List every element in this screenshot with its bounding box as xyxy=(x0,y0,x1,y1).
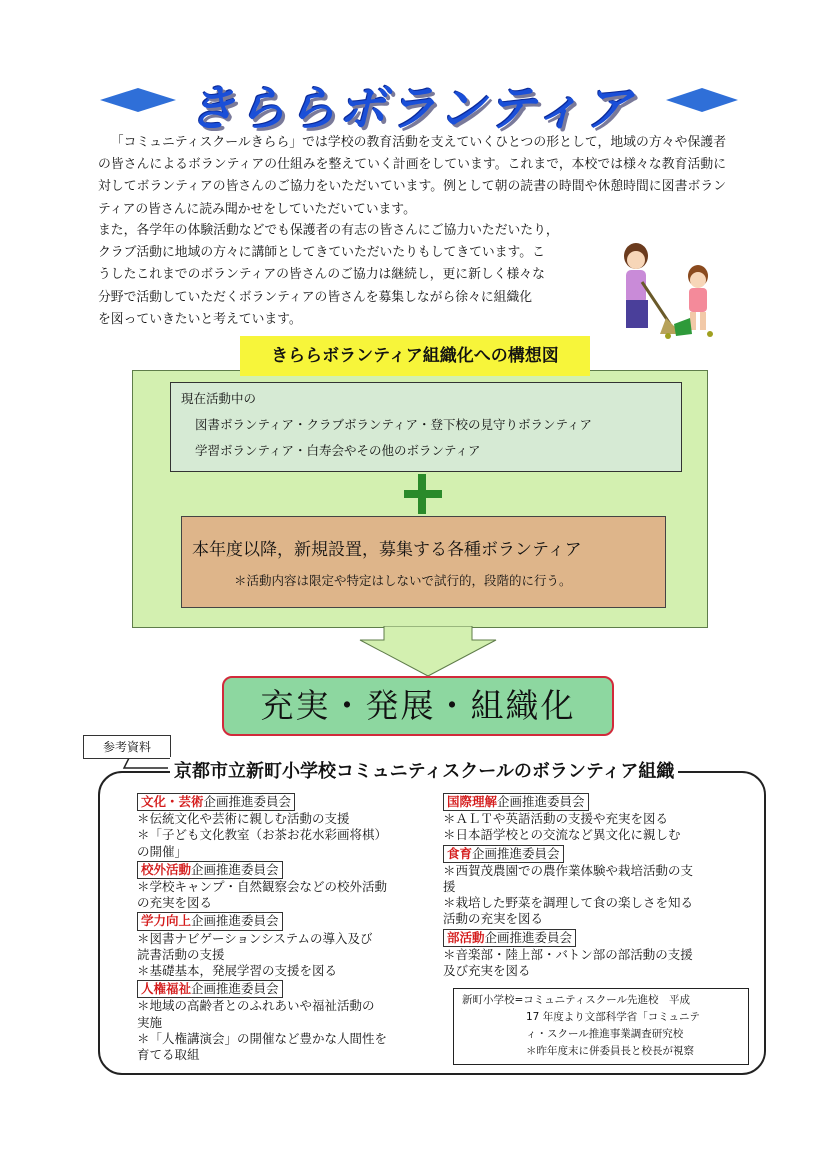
committee: 国際理解企画推進委員会 ＊ＡＬＴや英語活動の支援や充実を図る ＊日本語学校との交流など異文化に親しむ xyxy=(443,794,681,843)
current-line-1: 図書ボランティア・クラブボランティア・登下校の見守りボランティア xyxy=(195,417,593,432)
left-diamond-icon xyxy=(100,88,138,112)
result-box: 充実・発展・組織化 xyxy=(222,676,614,736)
right-diamond-icon-b xyxy=(702,88,738,112)
intro-continued xyxy=(98,220,608,331)
left-committees xyxy=(137,792,437,1063)
current-heading: 現在活動中の xyxy=(181,391,257,406)
committee-heading: 校外活動企画推進委員会 xyxy=(137,861,283,879)
volunteers-illustration xyxy=(612,238,732,342)
committee: 食育企画推進委員会 ＊西賀茂農園での農作業体験や栽培活動の支 援 ＊栽培した野菜を調理して食の楽しさを知る 活動の充実を図る xyxy=(443,845,694,927)
current-line-2: 学習ボランティア・白寿会やその他のボランティア xyxy=(195,443,481,458)
plan-label: きららボランティア組織化への構想図 xyxy=(240,336,590,376)
intro-line: を図っていきたいと考えています。 xyxy=(98,311,302,327)
new-title: 本年度以降，新規設置，募集する各種ボランティア xyxy=(192,540,582,560)
committee: 文化・芸術企画推進委員会 ＊伝統文化や芸術に親しむ活動の支援 ＊「子ども文化教室（お茶お花水彩画将棋） の開催」 xyxy=(137,794,388,859)
current-volunteers-box xyxy=(170,382,682,472)
new-volunteers-box xyxy=(181,516,666,608)
intro-line: 分野で活動していただくボランティアの皆さんを募集しながら徐々に組織化 xyxy=(98,289,533,305)
right-committees xyxy=(443,792,748,979)
down-arrow-icon xyxy=(358,626,498,678)
committee-heading: 学力向上企画推進委員会 xyxy=(137,912,283,930)
intro-line: うしたこれまでのボランティアの皆さんのご協力は継続し，更に新しく様々な xyxy=(98,267,545,283)
reference-tab: 参考資料 xyxy=(83,735,171,759)
page-title: きららボランティア xyxy=(188,81,635,137)
committee: 人権福祉企画推進委員会 ＊地域の高齢者とのふれあいや福祉活動の 実施 ＊「人権講演会」の開催など豊かな人間性を 育てる取組 xyxy=(137,981,388,1063)
committee-heading: 部活動企画推進委員会 xyxy=(443,929,576,947)
intro-line: また，各学年の体験活動などでも保護者の有志の皆さんにご協力いただいたり， xyxy=(98,223,559,238)
committee: 学力向上企画推進委員会 ＊図書ナビゲーションシステムの導入及び 読書活動の支援 ＊基礎基本，発展学習の支援を図る xyxy=(137,913,373,979)
organization-title: 京都市立新町小学校コミュニティスクールのボランティア組織 xyxy=(170,757,678,783)
committee: 部活動企画推進委員会 ＊音楽部・陸上部・バトン部の部活動の支援 及び充実を図る xyxy=(443,929,693,979)
committee-heading: 国際理解企画推進委員会 xyxy=(443,793,589,811)
intro-para1: 「コミュニティスクールきらら」では学校の教育活動を支えていくひとつの形として，地域の方々や保護者の皆さんによるボランティアの仕組みを整えていく計画をしています。これまで，本校では様々な教育活動に対してボランティアの皆さんのご協力をいただいています。例として朝の読書の時間や休憩時間に図書ボランティアの皆さんに読み聞かせをしていただいています。 xyxy=(98,135,726,217)
intro-line: クラブ活動に地域の方々に講師としてきていただいたりもしてきています。こ xyxy=(98,245,545,261)
advanced-school-note: 新町小学校=コミュニティスクール先進校 平成 17 年度より文部科学省「コミュニテ ィ・スクール推進事業調査研究校 ＊昨年度末に併委員長と校長が視察 xyxy=(453,988,749,1065)
left-diamond-icon-b xyxy=(138,88,176,112)
committee-heading: 文化・芸術企画推進委員会 xyxy=(137,793,295,811)
right-diamond-icon xyxy=(666,88,702,112)
intro-paragraph xyxy=(98,132,726,221)
committee-heading: 食育企画推進委員会 xyxy=(443,845,564,863)
committee-heading: 人権福祉企画推進委員会 xyxy=(137,980,283,998)
new-note: ＊活動内容は限定や特定はしないで試行的，段階的に行う。 xyxy=(234,573,572,588)
callout-pointer xyxy=(98,756,170,776)
plus-icon-bar xyxy=(404,490,442,498)
committee: 校外活動企画推進委員会 ＊学校キャンプ・自然観察会などの校外活動 の充実を図る xyxy=(137,861,388,911)
